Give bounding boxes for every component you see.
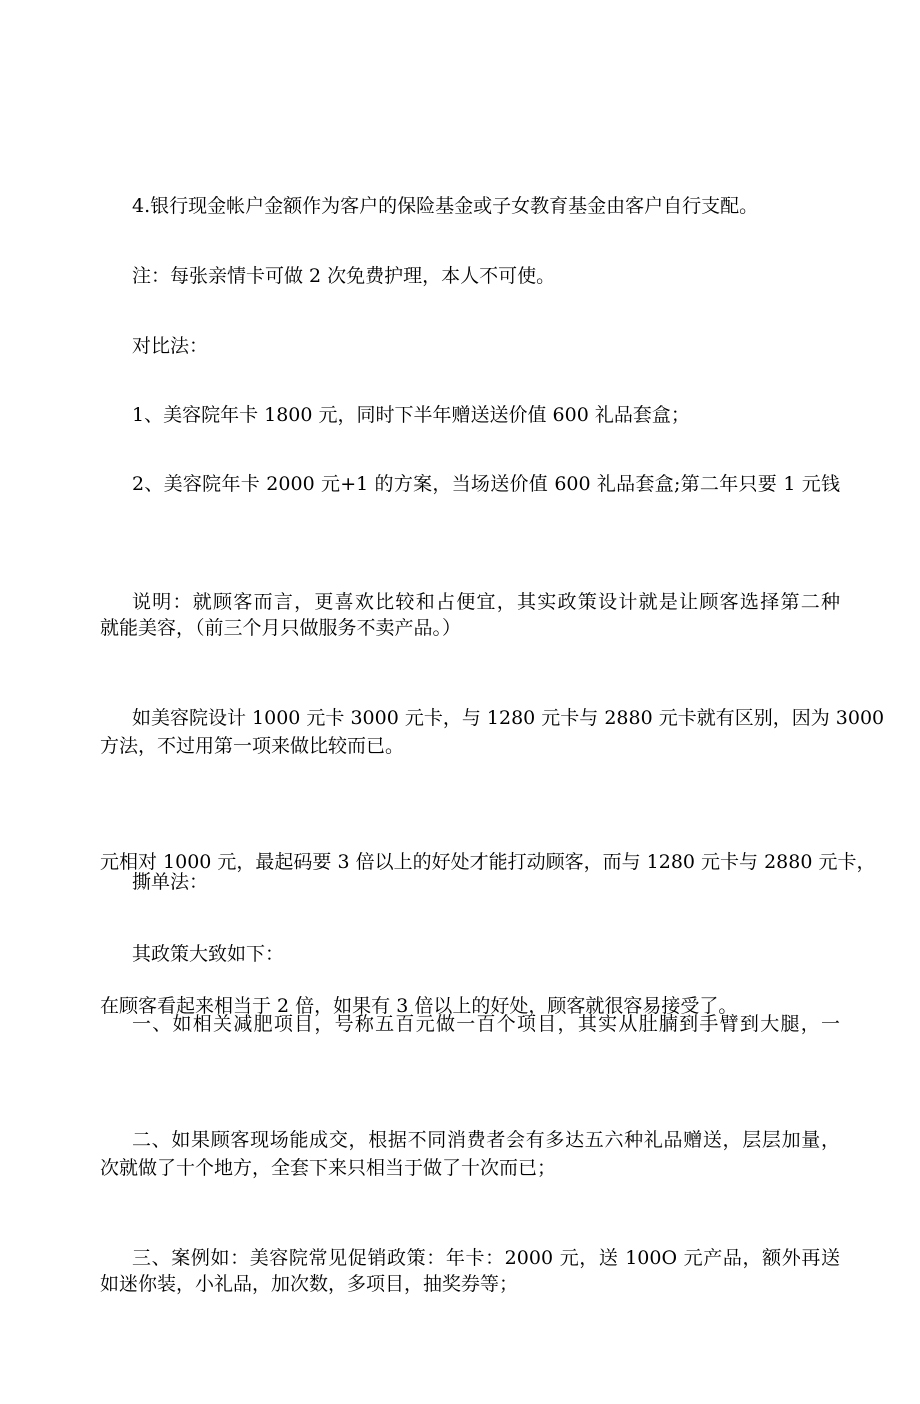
text-line: 2、美容院年卡 2000 元+1 的方案，当场送价值 600 礼品套盒;第二年只要 1 元钱: [132, 473, 840, 495]
text-line: 三、案例如：美容院常见促销政策：年卡：2000 元，送 100O 元产品，额外再送: [132, 1247, 840, 1269]
text-line: 如美容院设计 1000 元卡 3000 元卡，与 1280 元卡与 2880 元卡就有区别，因为 3000: [132, 707, 885, 729]
text-line: 说明：就顾客而言，更喜欢比较和占便宜，其实政策设计就是让顾客选择第二种: [132, 591, 840, 613]
text-line: 注：每张亲情卡可做 2 次免费护理，本人不可使。: [132, 265, 556, 287]
text-line: 方法，不过用第一项来做比较而已。: [100, 735, 405, 757]
text-line: 撕单法：: [132, 871, 209, 893]
text-line: 就能美容，（前三个月只做服务不卖产品。）: [100, 617, 462, 639]
text-line: 次就做了十个地方，全套下来只相当于做了十次而已；: [100, 1157, 557, 1179]
text-line: 如迷你装，小礼品，加次数，多项目，抽奖券等；: [100, 1273, 519, 1295]
text-line: 元相对 1000 元，最起码要 3 倍以上的好处才能打动顾客，而与 1280 元卡与 2880 元卡，: [100, 851, 876, 873]
paragraph-point-3: [100, 1138, 840, 1378]
text-line: 在顾客看起来相当于 2 倍，如果有 3 倍以上的好处，顾客就很容易接受了。: [100, 995, 738, 1017]
text-line: 其政策大致如下：: [132, 943, 285, 965]
text-line: 1、美容院年卡 1800 元，同时下半年赠送送价值 600 礼品套盒；: [132, 404, 690, 426]
text-line: 4.银行现金帐户金额作为客户的保险基金或子女教育基金由客户自行支配。: [132, 195, 759, 217]
text-line: 二、如果顾客现场能成交，根据不同消费者会有多达五六种礼品赠送，层层加量，: [132, 1129, 840, 1151]
text-line: 一、如相关减肥项目，号称五百元做一百个项目，其实从肚腩到手臂到大腿，一: [132, 1013, 840, 1035]
text-line: 对比法：: [132, 335, 209, 357]
